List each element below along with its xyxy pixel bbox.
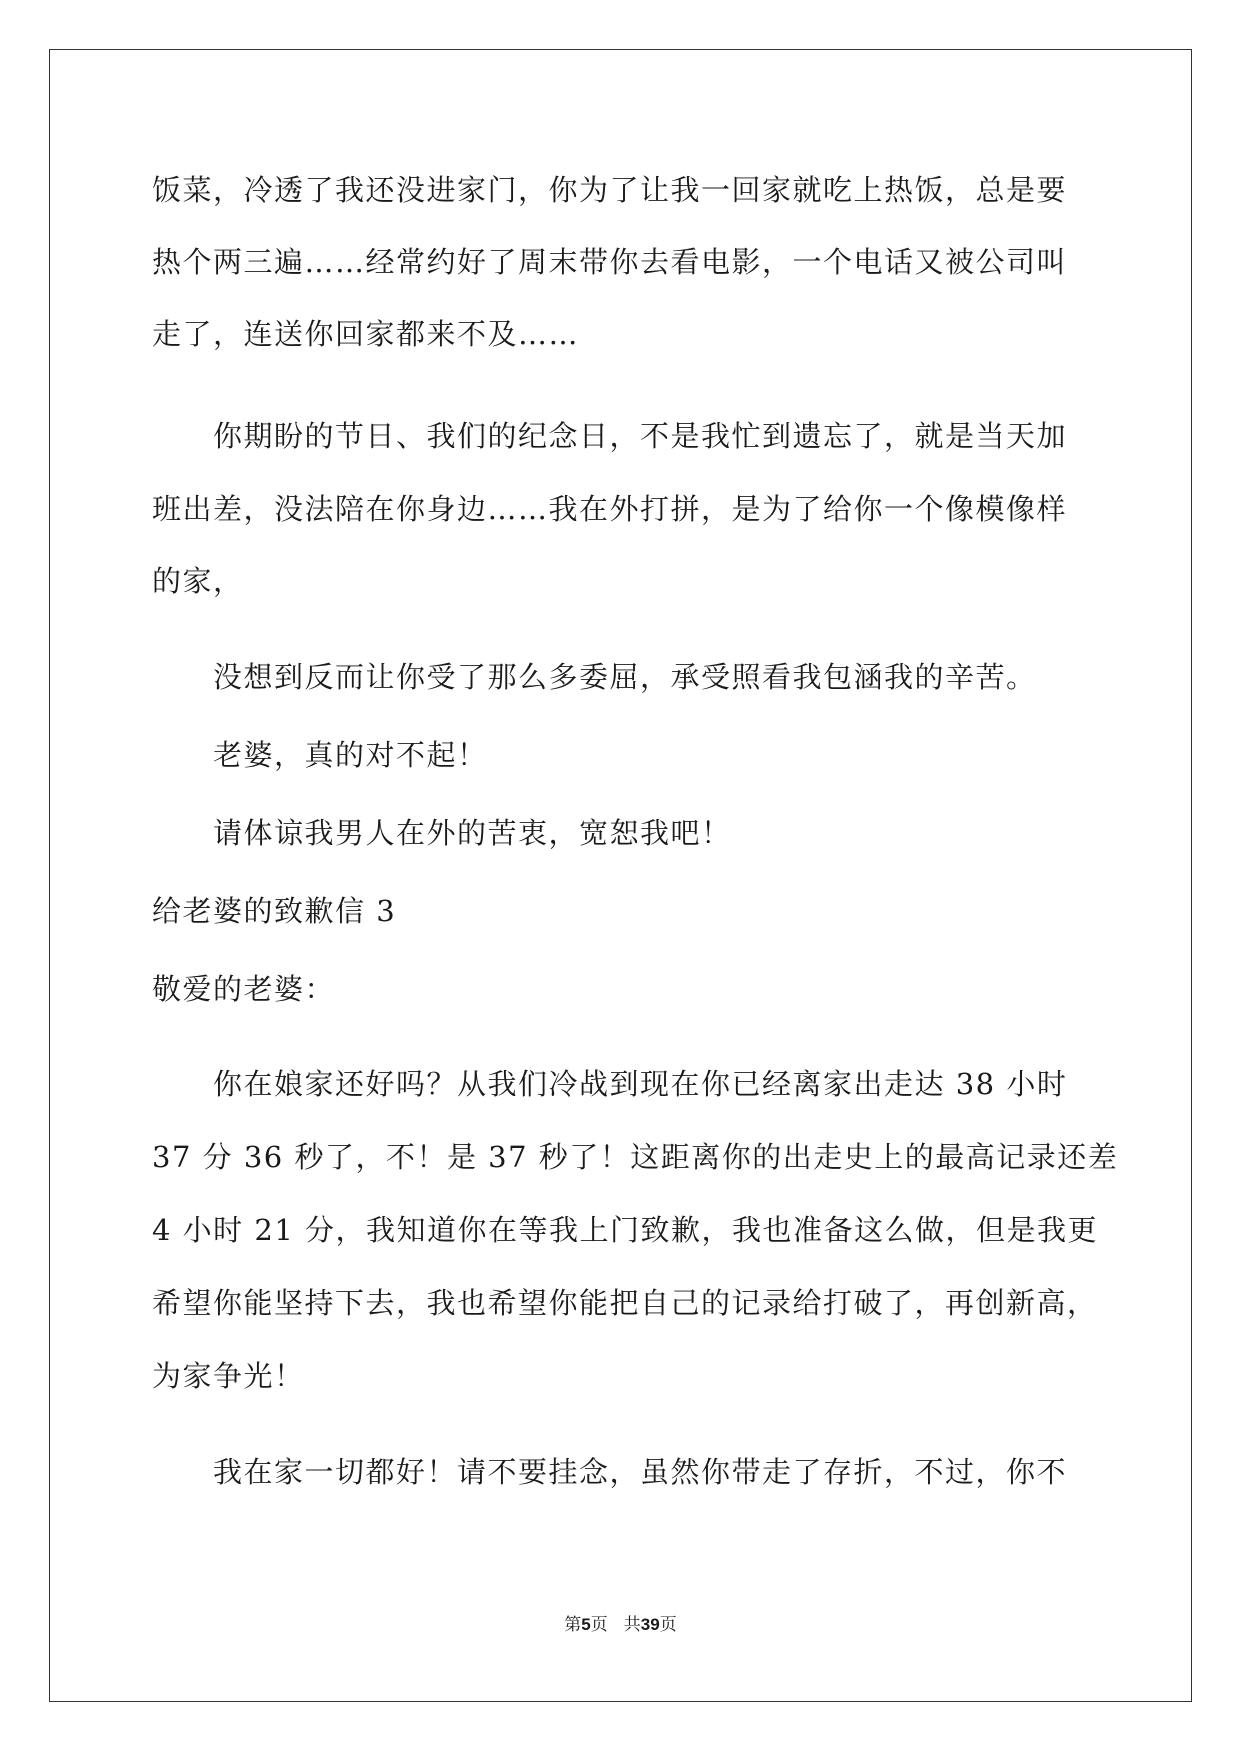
total-prefix: 共: [623, 1615, 641, 1634]
body-text-line: 饭菜，冷透了我还没进家门，你为了让我一回家就吃上热饭，总是要: [152, 173, 1068, 207]
page-prefix: 第: [564, 1615, 582, 1634]
body-text-line: 4 小时 21 分，我知道你在等我上门致歉，我也准备这么做，但是我更: [152, 1213, 1099, 1247]
paragraph-start-line: 你期盼的节日、我们的纪念日，不是我忙到遗忘了，就是当天加: [213, 419, 1068, 453]
total-suffix: 页: [659, 1615, 677, 1634]
body-text-line: 班出差，没法陪在你身边……我在外打拼，是为了给你一个像模像样: [152, 492, 1068, 526]
body-text-line: 希望你能坚持下去，我也希望你能把自己的记录给打破了，再创新高，: [152, 1286, 1098, 1320]
paragraph-start-line: 老婆，真的对不起！: [213, 738, 488, 772]
paragraph-start-line: 你在娘家还好吗？从我们冷战到现在你已经离家出走达 38 小时: [213, 1067, 1068, 1101]
salutation: 敬爱的老婆：: [152, 972, 336, 1006]
section-heading: 给老婆的致歉信 3: [152, 894, 397, 928]
body-text-line: 热个两三遍……经常约好了周末带你去看电影，一个电话又被公司叫: [152, 245, 1068, 279]
current-page-number: 5: [581, 1615, 591, 1634]
body-text-line: 为家争光！: [152, 1359, 305, 1393]
page-suffix: 页: [590, 1615, 608, 1634]
body-text-line: 走了，连送你回家都来不及……: [152, 317, 580, 351]
body-text-line: 的家，: [152, 564, 244, 598]
paragraph-start-line: 我在家一切都好！请不要挂念，虽然你带走了存折，不过，你不: [213, 1455, 1068, 1489]
total-pages-number: 39: [640, 1615, 660, 1634]
body-text-line: 37 分 36 秒了，不！是 37 秒了！这距离你的出走史上的最高记录还差: [152, 1140, 1119, 1174]
paragraph-start-line: 请体谅我男人在外的苦衷，宽恕我吧！: [213, 816, 732, 850]
paragraph-start-line: 没想到反而让你受了那么多委屈，承受照看我包涵我的辛苦。: [213, 660, 1037, 694]
page-footer: [0, 1614, 1241, 1636]
